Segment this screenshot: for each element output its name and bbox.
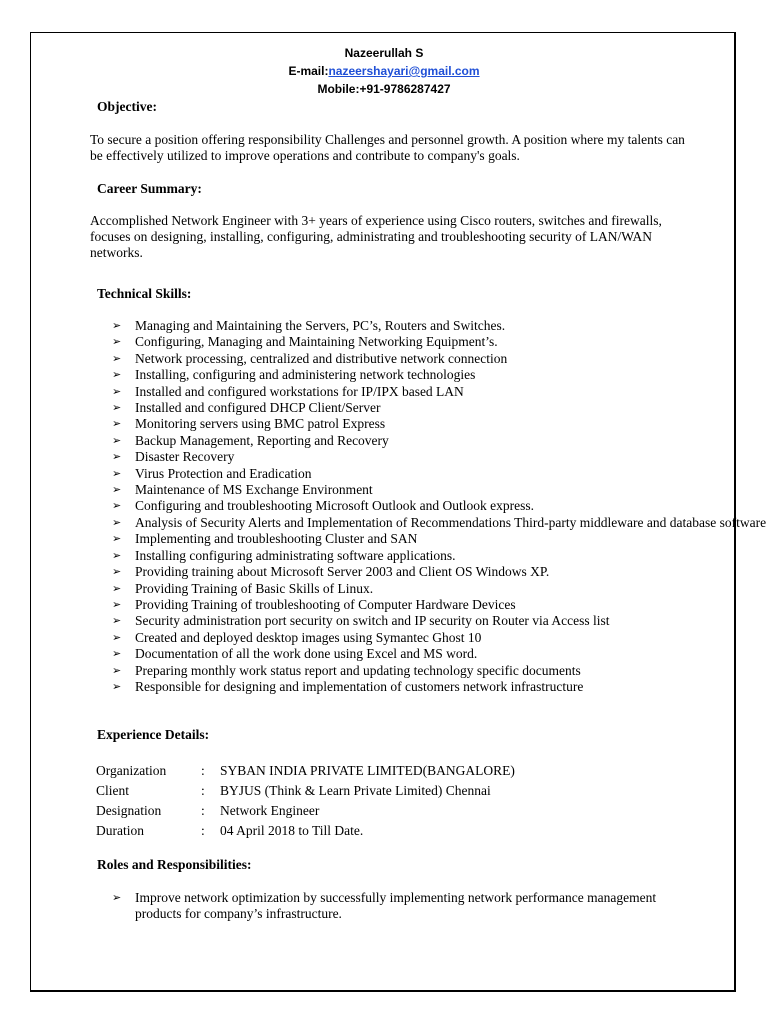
list-item-text: Created and deployed desktop images using Symantec Ghost 10 <box>135 629 482 645</box>
list-item-text: Configuring and troubleshooting Microsoft Outlook and Outlook express. <box>135 498 534 514</box>
list-item <box>112 581 766 597</box>
list-item-text: Backup Management, Reporting and Recovery <box>135 432 389 448</box>
arrow-bullet-icon: ➢ <box>112 549 122 562</box>
arrow-bullet-icon: ➢ <box>112 648 122 661</box>
arrow-bullet-icon: ➢ <box>112 582 122 595</box>
list-item-text: Installing, configuring and administering network technologies <box>135 367 476 383</box>
arrow-bullet-icon: ➢ <box>112 631 122 644</box>
list-item <box>112 630 766 646</box>
list-item <box>112 433 766 449</box>
list-item <box>112 466 766 482</box>
email-line <box>0 64 768 78</box>
roles-list <box>112 890 702 923</box>
list-item <box>112 449 766 465</box>
list-item <box>112 597 766 613</box>
list-item <box>112 663 766 679</box>
list-item-text: Installing configuring administrating software applications. <box>135 547 456 563</box>
arrow-bullet-icon: ➢ <box>112 566 122 579</box>
arrow-bullet-icon: ➢ <box>112 402 122 415</box>
list-item-text: Installed and configured DHCP Client/Server <box>135 400 381 416</box>
list-item-text: Improve network optimization by successfully implementing network performance management products for company’s infrastructure. <box>135 890 657 922</box>
list-item-text: Providing Training of troubleshooting of Computer Hardware Devices <box>135 596 516 612</box>
list-item-text: Maintenance of MS Exchange Environment <box>135 482 373 498</box>
arrow-bullet-icon: ➢ <box>112 352 122 365</box>
list-item-text: Virus Protection and Eradication <box>135 465 312 481</box>
arrow-bullet-icon: ➢ <box>112 664 122 677</box>
arrow-bullet-icon: ➢ <box>112 680 122 693</box>
list-item <box>112 384 766 400</box>
arrow-bullet-icon: ➢ <box>112 892 122 904</box>
arrow-bullet-icon: ➢ <box>112 336 122 349</box>
list-item <box>112 416 766 432</box>
experience-label: Designation <box>96 803 162 818</box>
list-item <box>112 351 766 367</box>
experience-value: BYJUS (Think & Learn Private Limited) Chennai <box>220 783 491 798</box>
career-summary-heading: Career Summary: <box>97 181 202 196</box>
experience-value: Network Engineer <box>220 803 320 818</box>
list-item <box>112 334 766 350</box>
experience-details-table <box>96 763 515 843</box>
list-item-text: Preparing monthly work status report and updating technology specific documents <box>135 662 581 678</box>
list-item <box>112 318 766 334</box>
arrow-bullet-icon: ➢ <box>112 320 122 332</box>
list-item-text: Analysis of Security Alerts and Implementation of Recommendations Third-party middleware and database software <box>135 514 767 530</box>
list-item-text: Disaster Recovery <box>135 449 235 465</box>
arrow-bullet-icon: ➢ <box>112 369 122 382</box>
experience-row <box>96 803 515 823</box>
experience-row <box>96 823 515 843</box>
arrow-bullet-icon: ➢ <box>112 434 122 447</box>
arrow-bullet-icon: ➢ <box>112 484 122 497</box>
objective-heading: Objective: <box>97 99 157 114</box>
experience-colon: : <box>201 803 205 818</box>
arrow-bullet-icon: ➢ <box>112 385 122 398</box>
experience-row <box>96 763 515 783</box>
email-label: E-mail: <box>288 64 329 78</box>
list-item <box>112 564 766 580</box>
experience-label: Duration <box>96 823 144 838</box>
list-item-text: Monitoring servers using BMC patrol Express <box>135 416 386 432</box>
arrow-bullet-icon: ➢ <box>112 467 122 480</box>
experience-value: SYBAN INDIA PRIVATE LIMITED(BANGALORE) <box>220 763 515 778</box>
list-item <box>112 890 702 923</box>
list-item-text: Network processing, centralized and distributive network connection <box>135 350 508 366</box>
list-item-text: Managing and Maintaining the Servers, PC’s, Routers and Switches. <box>135 318 506 333</box>
experience-label: Organization <box>96 763 167 778</box>
list-item-text: Responsible for designing and implementation of customers network infrastructure <box>135 678 584 694</box>
email-link[interactable]: nazeershayari@gmail.com <box>328 64 480 78</box>
list-item <box>112 548 766 564</box>
mobile-line: Mobile:+91-9786287427 <box>317 82 451 96</box>
experience-label: Client <box>96 783 129 798</box>
list-item <box>112 482 766 498</box>
list-item-text: Installed and configured workstations for IP/IPX based LAN <box>135 383 464 399</box>
list-item <box>112 515 766 531</box>
technical-skills-heading: Technical Skills: <box>97 286 192 301</box>
list-item-text: Providing training about Microsoft Server 2003 and Client OS Windows XP. <box>135 564 550 580</box>
arrow-bullet-icon: ➢ <box>112 615 122 628</box>
experience-colon: : <box>201 783 205 798</box>
list-item-text: Implementing and troubleshooting Cluster and SAN <box>135 531 418 547</box>
list-item-text: Security administration port security on switch and IP security on Router via Access list <box>135 613 610 629</box>
experience-colon: : <box>201 763 205 778</box>
arrow-bullet-icon: ➢ <box>112 598 122 611</box>
list-item <box>112 367 766 383</box>
list-item <box>112 400 766 416</box>
experience-heading: Experience Details: <box>97 727 210 742</box>
list-item-text: Documentation of all the work done using Excel and MS word. <box>135 646 478 662</box>
arrow-bullet-icon: ➢ <box>112 516 122 529</box>
arrow-bullet-icon: ➢ <box>112 500 122 513</box>
experience-colon: : <box>201 823 205 838</box>
technical-skills-list <box>112 318 766 695</box>
list-item <box>112 498 766 514</box>
list-item-text: Configuring, Managing and Maintaining Networking Equipment’s. <box>135 334 498 350</box>
objective-text: To secure a position offering responsibility Challenges and personnel growth. A position where my talents can be effectively utilized to improve operations and contribute to company's goals. <box>90 132 685 163</box>
roles-heading: Roles and Responsibilities: <box>97 857 252 872</box>
arrow-bullet-icon: ➢ <box>112 451 122 464</box>
experience-row <box>96 783 515 803</box>
candidate-name: Nazeerullah S <box>344 46 424 60</box>
list-item <box>112 679 766 695</box>
arrow-bullet-icon: ➢ <box>112 533 122 546</box>
experience-value: 04 April 2018 to Till Date. <box>220 823 364 838</box>
list-item <box>112 531 766 547</box>
arrow-bullet-icon: ➢ <box>112 418 122 431</box>
list-item <box>112 646 766 662</box>
career-summary-text: Accomplished Network Engineer with 3+ years of experience using Cisco routers, switches and firewalls, focuses on designing, installing, configuring, administrating and troubleshooting security of LAN/WAN networks. <box>90 213 662 260</box>
list-item <box>112 613 766 629</box>
list-item-text: Providing Training of Basic Skills of Linux. <box>135 580 374 596</box>
